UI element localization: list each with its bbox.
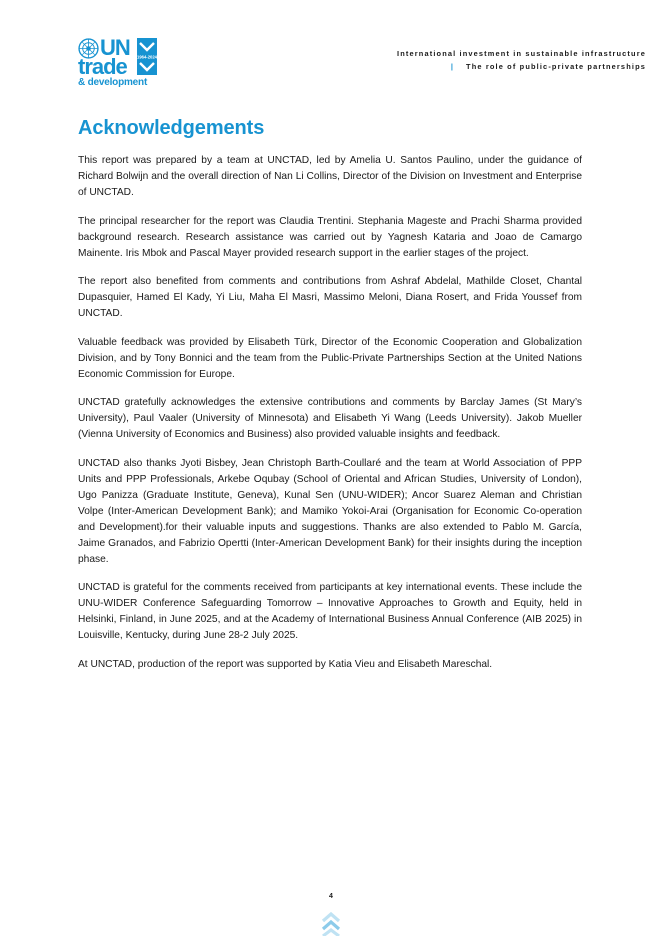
unctad-logo <box>78 37 160 89</box>
paragraph: UNCTAD gratefully acknowledges the extensive contributions and comments by Barclay James (St Mary’s University), Paul Vaaler (University of Minnesota) and Elisabeth Yi Wang (Leeds University). Jakob Mueller (Vienna University of Economics and Business) also provided valuable insights and feedback. <box>78 397 582 440</box>
page-number: 4 <box>329 893 333 900</box>
page-title: Acknowledgements <box>78 117 265 139</box>
running-header <box>397 47 646 73</box>
acknowledgements-body <box>78 153 582 685</box>
header-line-2-wrap <box>397 60 646 73</box>
header-line-1: International investment in sustainable infrastructure <box>397 49 646 58</box>
paragraph: Valuable feedback was provided by Elisabeth Türk, Director of the Economic Cooperation and Globalization Division, and by Tony Bonnici and the team from the Public-Private Partnerships Section at the United Nations Economic Commission for Europe. <box>78 336 582 380</box>
paragraph: The report also benefited from comments and contributions from Ashraf Abdelal, Mathilde Closet, Chantal Dupasquier, Hamed El Kady, Yi Liu, Maha El Masri, Massimo Meloni, Diana Rosert, and Frida Youssef from UNCTAD. <box>78 276 582 319</box>
emblem-text: 1964-2024 <box>137 54 157 60</box>
paragraph: UNCTAD also thanks Jyoti Bisbey, Jean Christoph Barth-Coullaré and the team at World Association of PPP Units and PPP Professionals, Arkebe Oqubay (School of Oriental and African Studies, University of London), Ugo Panizza (Graduate Institute, Geneva), Kunal Sen (UNU-WIDER); Ancor Suarez Aleman and Christian Volpe (Inter-American Development Bank); and Mamiko Yokoi-Arai (Organisation for Economic Co-operation and Development).for their valuable inputs and suggestions. Thanks are also extended to Pablo M. García, Jaime Granados, and Fabrizio Opertti (Inter-American Development Bank) for their insights during the inception phase. <box>78 457 582 565</box>
paragraph: This report was prepared by a team at UNCTAD, led by Amelia U. Santos Paulino, under the guidance of Richard Bolwijn and the overall direction of Nan Li Collins, Director of the Division on Investment and Enterprise of UNCTAD. <box>78 155 582 198</box>
chevron-up-icon[interactable] <box>320 911 342 936</box>
logo-un-text: UN <box>100 35 130 60</box>
unctad-emblem-icon <box>137 38 157 75</box>
paragraph: The principal researcher for the report was Claudia Trentini. Stephania Mageste and Prachi Sharma provided background research. Research assistance was carried out by Yagnesh Kataria and Joao de Camargo Mainente. Iris Mbok and Pascal Mayer provided research support in the earlier stages of the project. <box>78 215 582 259</box>
header-line-2: The role of public-private partnerships <box>466 62 646 71</box>
paragraph: At UNCTAD, production of the report was supported by Katia Vieu and Elisabeth Mareschal. <box>78 658 493 670</box>
logo-trade-text: trade <box>78 54 127 79</box>
paragraph: UNCTAD is grateful for the comments received from participants at key international events. These include the UNU-WIDER Conference Safeguarding Tomorrow – Innovative Approaches to Growth and Equity, held in Helsinki, Finland, in June 2025, and at the Academy of International Business Annual Conference (AIB 2025) in Louisville, Kentucky, during June 28-2 July 2025. <box>78 582 582 641</box>
logo-development-text: & development <box>78 77 148 88</box>
header-separator: | <box>450 62 455 71</box>
